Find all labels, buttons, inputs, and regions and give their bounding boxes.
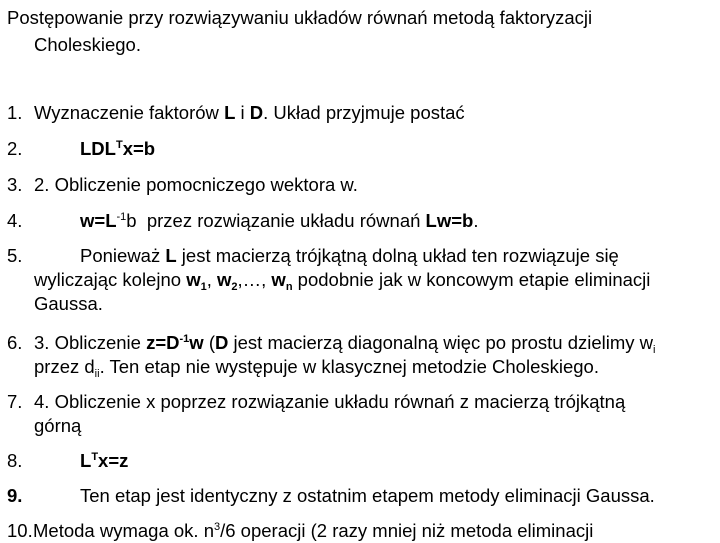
list-item <box>7 101 713 125</box>
list-item <box>7 519 713 543</box>
item-text: $w=L^{-1}b$ przez rozwiązanie układu równań Lw=b. <box>80 210 479 231</box>
item-text: Wyznaczenie faktorów L i D. Układ przyjmuje postać <box>34 102 465 123</box>
item-number: 8. <box>7 450 23 471</box>
item-text: $LDL^Tx=b$ <box>80 138 156 159</box>
item-text: 4. Obliczenie x poprzez rozwiązanie układu równań z macierzą trójkątną górną <box>34 391 626 436</box>
list-item <box>7 209 713 233</box>
list-item <box>7 137 713 161</box>
list-item <box>7 390 713 438</box>
item-number: 1. <box>7 102 23 123</box>
list-item <box>7 331 713 379</box>
list-item <box>7 173 713 197</box>
item-text: Ponieważ L jest macierzą trójkątną dolną układ ten rozwiązuje się wyliczając kolejno $w_1$, $w_2,\dots$, $w_n$ podobnie jak w koncowym etapie eliminacji Gaussa. <box>34 245 651 314</box>
item-number: 7. <box>7 391 23 412</box>
item-text: $L^Tx=z$ <box>80 450 129 471</box>
item-number: 10. <box>7 520 33 541</box>
title-line-1: Postępowanie przy rozwiązywaniu układów równań metodą faktoryzacji <box>7 7 593 28</box>
item-number: 3. <box>7 174 23 195</box>
list-item <box>7 449 713 473</box>
list-item <box>7 484 713 508</box>
list-item <box>7 244 713 316</box>
item-text: Ten etap jest identyczny z ostatnim etapem metody eliminacji Gaussa. <box>80 485 655 506</box>
item-number: 2. <box>7 138 23 159</box>
slide-title <box>7 4 713 58</box>
item-number: 5. <box>7 245 23 266</box>
title-line-2: Choleskiego. <box>34 34 141 55</box>
item-text: 2. Obliczenie pomocniczego wektora w. <box>34 174 358 195</box>
item-text: Metoda wymaga ok. $n^3/6$ operacji (2 razy mniej niż metoda eliminacji <box>33 520 594 541</box>
item-number: 6. <box>7 332 23 353</box>
item-number: 4. <box>7 210 23 231</box>
item-text: 3. Obliczenie $z=D^{-1}w$ (D jest macierzą diagonalną więc po prostu dzielimy $w_i$ przez $d_{ii}$. Ten etap nie występuje w klasycznej metodzie Choleskiego. <box>34 332 656 380</box>
item-number: 9. <box>7 485 23 506</box>
